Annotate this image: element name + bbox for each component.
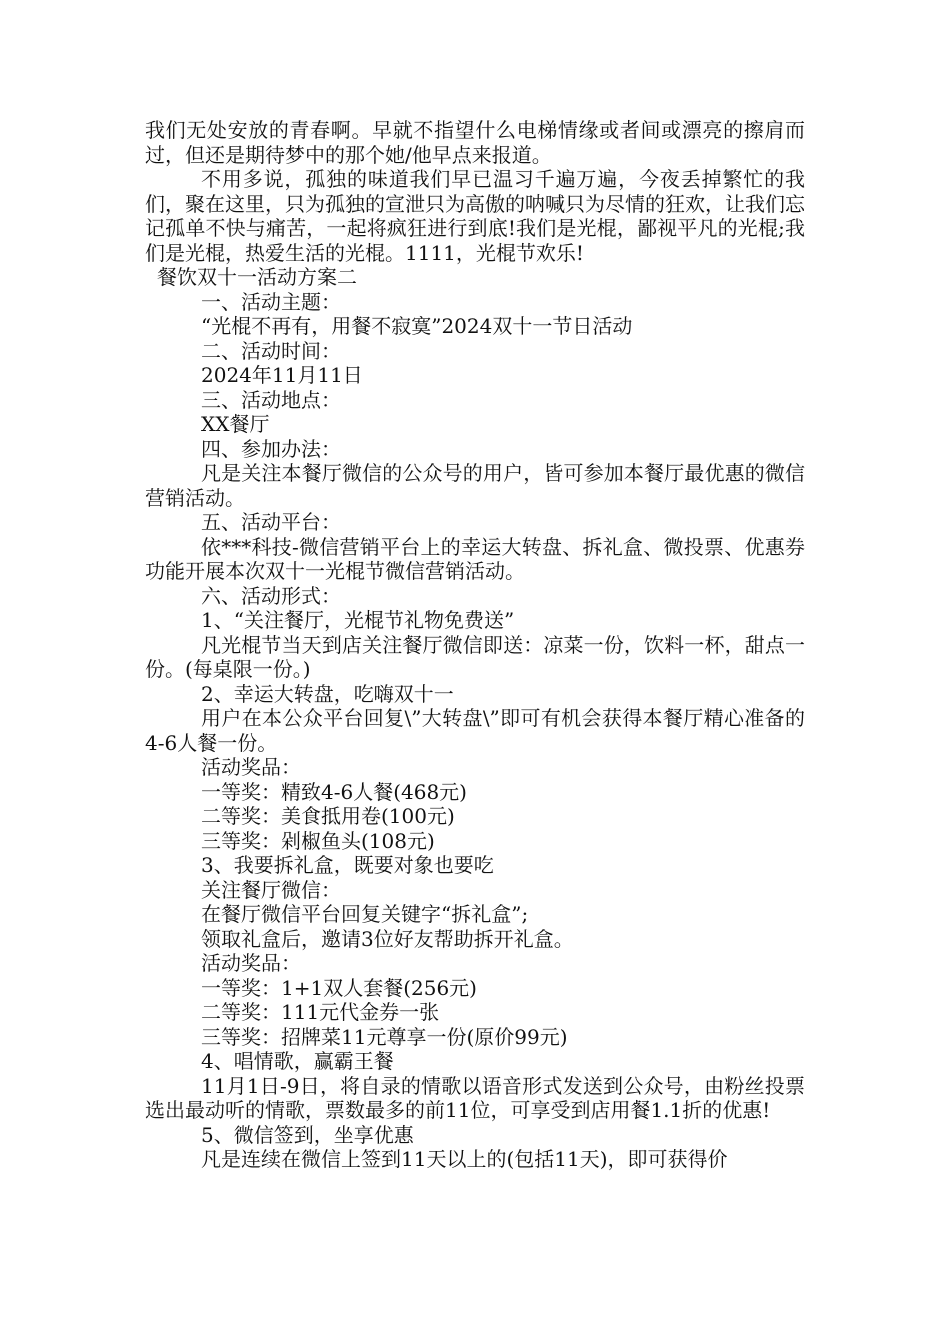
paragraph: 在餐厅微信平台回复关键字“拆礼盒”; — [201, 902, 529, 926]
paragraph: 不用多说，孤独的味道我们早已温习千遍万遍，今夜丢掉繁忙的我们，聚在这里，只为孤独的宣泄只为高傲的呐喊只为尽情的狂欢，让我们忘记孤单不快与痛苦，一起将疯狂进行到底!我们是光棍，鄙视平凡的光棍;我们是光棍，热爱生活的光棍。1111，光棍节欢乐! — [145, 167, 805, 265]
paragraph: 四、参加办法： — [201, 436, 341, 461]
paragraph: “光棍不再有，用餐不寂寞”2024双十一节日活动 — [201, 314, 633, 338]
paragraph: 二等奖：美食抵用卷(100元) — [201, 804, 455, 828]
paragraph: 餐饮双十一活动方案二 — [157, 265, 357, 289]
paragraph: 一、活动主题： — [201, 289, 341, 314]
paragraph: 关注餐厅微信： — [201, 877, 341, 902]
paragraph: 5、微信签到，坐享优惠 — [201, 1122, 414, 1147]
paragraph: 凡光棍节当天到店关注餐厅微信即送：凉菜一份，饮料一杯，甜点一份。(每桌限一份。) — [145, 632, 805, 681]
paragraph: 三等奖：招牌菜11元尊享一份(原价99元) — [201, 1024, 568, 1049]
paragraph: 凡是关注本餐厅微信的公众号的用户，皆可参加本餐厅最优惠的微信营销活动。 — [145, 461, 805, 510]
paragraph: 11月1日-9日，将自录的情歌以语音形式发送到公众号，由粉丝投票选出最动听的情歌，票数最多的前11位，可享受到店用餐1.1折的优惠! — [145, 1073, 805, 1122]
paragraph: 一等奖：精致4-6人餐(468元) — [201, 779, 467, 804]
paragraph: 活动奖品： — [201, 755, 301, 779]
paragraph: 2、幸运大转盘，吃嗨双十一 — [201, 681, 454, 706]
paragraph: 用户在本公众平台回复\”大转盘\”即可有机会获得本餐厅精心准备的4-6人餐一份。 — [145, 706, 805, 755]
paragraph: 2024年11月11日 — [201, 363, 363, 387]
paragraph: 五、活动平台： — [201, 510, 341, 534]
paragraph: 二、活动时间： — [201, 338, 341, 363]
paragraph: 二等奖：111元代金券一张 — [201, 1000, 440, 1024]
paragraph: 三、活动地点： — [201, 387, 341, 412]
paragraph: 凡是连续在微信上签到11天以上的(包括11天)，即可获得价 — [201, 1147, 728, 1171]
paragraph: 我们无处安放的青春啊。早就不指望什么电梯情缘或者间或漂亮的擦肩而过，但还是期待梦中的那个她/他早点来报道。 — [145, 118, 805, 167]
paragraph: 依***科技-微信营销平台上的幸运大转盘、拆礼盒、微投票、优惠券功能开展本次双十一光棍节微信营销活动。 — [145, 534, 805, 583]
paragraph: 1、“关注餐厅，光棍节礼物免费送” — [201, 608, 515, 632]
paragraph: 六、活动形式： — [201, 583, 341, 608]
paragraph: XX餐厅 — [201, 412, 270, 436]
document-body — [145, 118, 805, 1172]
paragraph: 一等奖：1+1双人套餐(256元) — [201, 975, 477, 1000]
paragraph: 3、我要拆礼盒，既要对象也要吃 — [201, 853, 494, 877]
paragraph: 活动奖品： — [201, 951, 301, 975]
paragraph: 4、唱情歌，赢霸王餐 — [201, 1049, 394, 1073]
paragraph: 领取礼盒后，邀请3位好友帮助拆开礼盒。 — [201, 926, 574, 951]
paragraph: 三等奖：剁椒鱼头(108元) — [201, 828, 435, 853]
